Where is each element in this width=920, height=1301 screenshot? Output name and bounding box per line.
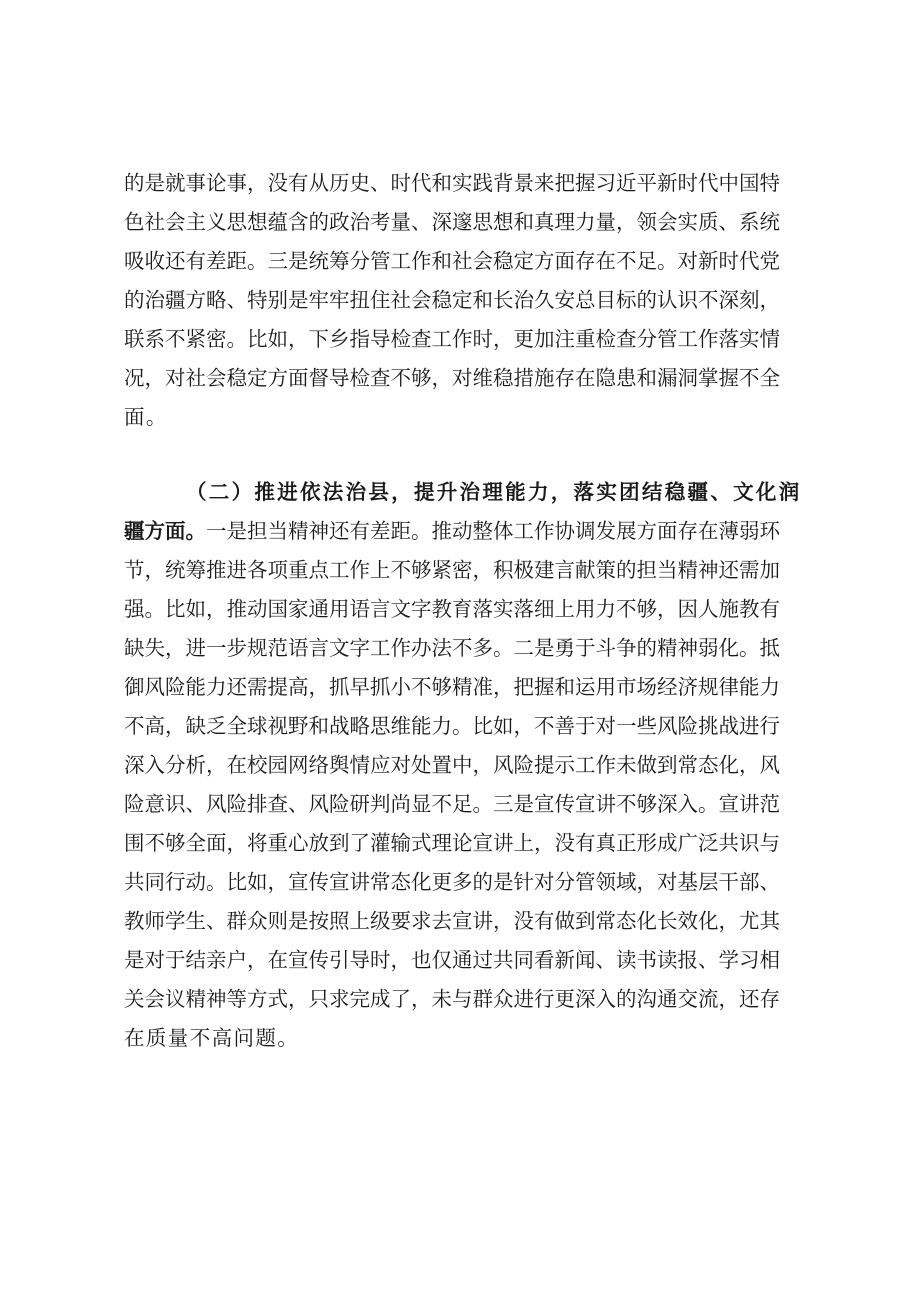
paragraph-1-line: 的是就事论事，没有从历史、时代和实践背景来把握习近平新时代中国特 (124, 171, 780, 195)
paragraph-2-line: 险意识、风险排查、风险研判尚显不足。三是宣传宣讲不够深入。宣讲范 (124, 792, 780, 816)
paragraph-2-line: 共同行动。比如，宣传宣讲常态化更多的是针对分管领域，对基层干部、 (124, 870, 780, 894)
paragraph-2-line: 强。比如，推动国家通用语言文字教育落实落细上用力不够，因人施教有 (124, 597, 780, 621)
paragraph-2-line: 深入分析，在校园网络舆情应对处置中，风险提示工作未做到常态化，风 (124, 753, 780, 777)
paragraph-2-line: 是对于结亲户，在宣传引导时，也仅通过共同看新闻、读书读报、学习相 (124, 948, 780, 972)
paragraph-2-heading-line (124, 473, 812, 512)
paragraph-2-line: 节，统筹推进各项重点工作上不够紧密，积极建言献策的担当精神还需加 (124, 558, 780, 582)
paragraph-2-line: 不高，缺乏全球视野和战略思维能力。比如，不善于对一些风险挑战进行 (124, 714, 780, 738)
paragraph-1-line: 面。 (124, 405, 168, 429)
paragraph-1-line: 吸收还有差距。三是统筹分管工作和社会稳定方面存在不足。对新时代党 (124, 249, 780, 273)
paragraph-2-line: 教师学生、群众则是按照上级要求去宣讲，没有做到常态化长效化，尤其 (124, 909, 780, 933)
paragraph-1 (124, 164, 812, 437)
paragraph-2-line: 关会议精神等方式，只求完成了，未与群众进行更深入的沟通交流，还存 (124, 987, 780, 1011)
paragraph-2-line: 围不够全面，将重心放到了灌输式理论宣讲上，没有真正形成广泛共识与 (124, 831, 780, 855)
paragraph-2-line (124, 512, 812, 551)
paragraph-1-line: 联系不紧密。比如，下乡指导检查工作时，更加注重检查分管工作落实情 (124, 327, 780, 351)
section-heading: （二）推进依法治县，提升治理能力，落实团结稳疆、文化润 (186, 480, 802, 504)
paragraph-2-text: 一是担当精神还有差距。推动整体工作协调发展方面存在薄弱环 (206, 519, 780, 543)
section-heading-continued: 疆方面。 (124, 519, 206, 543)
paragraph-2-line: 御风险能力还需提高，抓早抓小不够精准，把握和运用市场经济规律能力 (124, 675, 780, 699)
paragraph-2-line: 在质量不高问题。 (124, 1026, 300, 1050)
paragraph-2 (124, 473, 812, 1058)
paragraph-1-line: 色社会主义思想蕴含的政治考量、深邃思想和真理力量，领会实质、系统 (124, 210, 780, 234)
paragraph-1-line: 况，对社会稳定方面督导检查不够，对维稳措施存在隐患和漏洞掌握不全 (124, 366, 780, 390)
paragraph-2-line: 缺失，进一步规范语言文字工作办法不多。二是勇于斗争的精神弱化。抵 (124, 636, 780, 660)
paragraph-1-line: 的治疆方略、特别是牢牢扭住社会稳定和长治久安总目标的认识不深刻， (124, 288, 780, 312)
